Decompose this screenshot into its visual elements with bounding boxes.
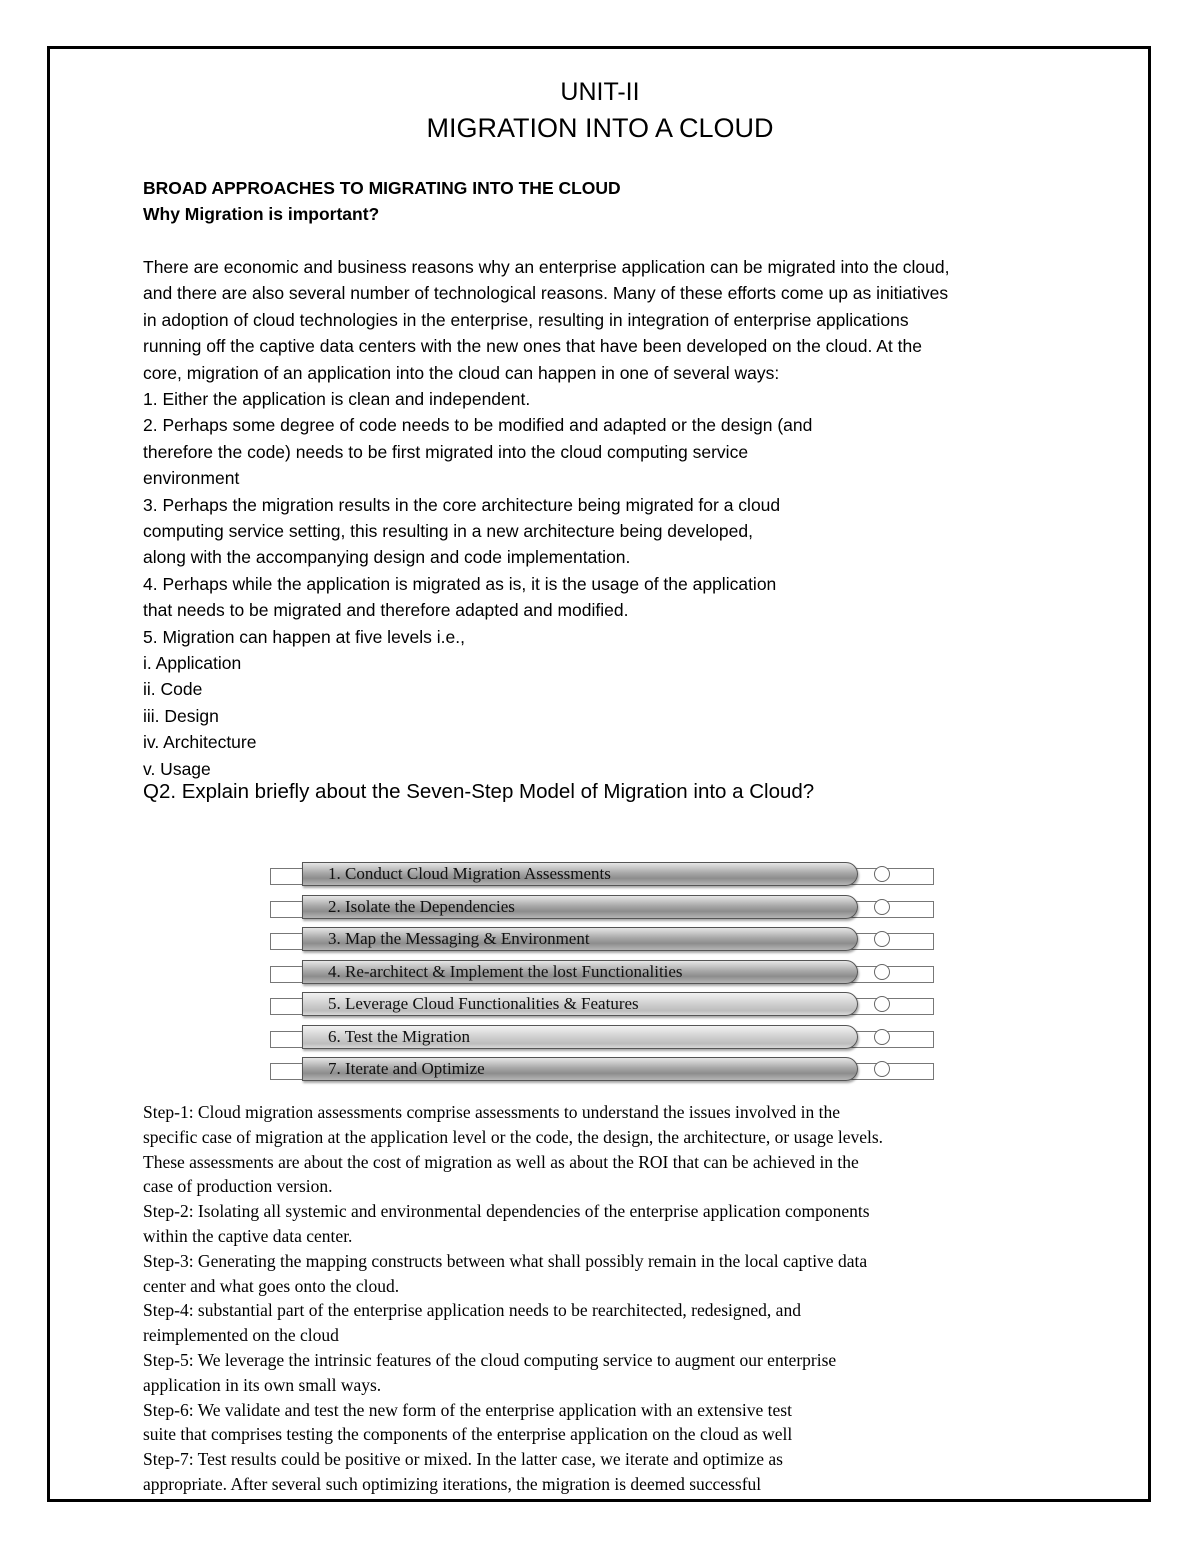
intro-line: 5. Migration can happen at five levels i.e.,: [143, 626, 465, 647]
intro-line: v. Usage: [143, 758, 211, 779]
diagram-step: [270, 895, 935, 919]
step-line: These assessments are about the cost of migration as well as about the ROI that can be achieved in the: [143, 1151, 859, 1172]
step-line: Step-4: substantial part of the enterprise application needs to be rearchitected, redesigned, and: [143, 1300, 801, 1321]
intro-line: running off the captive data centers with the new ones that have been developed on the cloud. At the: [143, 336, 922, 357]
step-line: specific case of migration at the application level or the code, the design, the architecture, or usage levels.: [143, 1126, 884, 1147]
step-line: Step-6: We validate and test the new form of the enterprise application with an extensive test: [143, 1399, 792, 1420]
intro-line: in adoption of cloud technologies in the enterprise, resulting in integration of enterprise applications: [143, 309, 909, 330]
intro-line: environment: [143, 468, 240, 489]
circle-cap-icon: [874, 899, 890, 915]
section-subheading: Why Migration is important?: [143, 204, 380, 224]
intro-line: 4. Perhaps while the application is migrated as is, it is the usage of the application: [143, 573, 777, 594]
step-line: application in its own small ways.: [143, 1374, 382, 1395]
diagram-step-label: 1. Conduct Cloud Migration Assessments: [328, 864, 611, 883]
step-line: within the captive data center.: [143, 1226, 353, 1246]
intro-line: 2. Perhaps some degree of code needs to be modified and adapted or the design (and: [143, 415, 813, 436]
intro-line: iv. Architecture: [143, 732, 257, 753]
diagram-step: [270, 1057, 935, 1081]
diagram-step-label: 6. Test the Migration: [328, 1026, 471, 1046]
diagram-step: [270, 992, 935, 1016]
step-line: Step-7: Test results could be positive or mixed. In the latter case, we iterate and optimize as: [143, 1449, 783, 1470]
diagram-step: [270, 862, 935, 886]
circle-cap-icon: [874, 1029, 890, 1045]
step-line: appropriate. After several such optimizing iterations, the migration is deemed successful: [143, 1474, 762, 1494]
diagram-step: [270, 1025, 935, 1049]
step-line: Step-5: We leverage the intrinsic features of the cloud computing service to augment our enterprise: [143, 1350, 837, 1370]
circle-cap-icon: [874, 866, 890, 882]
diagram-step-label: 3. Map the Messaging & Environment: [328, 929, 590, 948]
step-line: suite that comprises testing the components of the enterprise application on the cloud as well: [143, 1424, 793, 1445]
intro-line: that needs to be migrated and therefore adapted and modified.: [143, 600, 629, 621]
intro-line: along with the accompanying design and code implementation.: [143, 547, 631, 568]
diagram-step: [270, 927, 935, 951]
page-title: MIGRATION INTO A CLOUD: [426, 113, 774, 143]
intro-line: core, migration of an application into the cloud can happen in one of several ways:: [143, 362, 780, 383]
diagram-step-label: 2. Isolate the Dependencies: [328, 896, 515, 916]
diagram-step: [270, 960, 935, 984]
step-line: Step-3: Generating the mapping constructs between what shall possibly remain in the local captive data: [143, 1250, 868, 1271]
intro-line: and there are also several number of technological reasons. Many of these efforts come up as initiatives: [143, 283, 949, 304]
circle-cap-icon: [874, 931, 890, 947]
section-heading: BROAD APPROACHES TO MIGRATING INTO THE CLOUD: [143, 178, 621, 198]
step-line: Step-1: Cloud migration assessments comprise assessments to understand the issues involved in the: [143, 1102, 841, 1122]
intro-line: 1. Either the application is clean and independent.: [143, 389, 531, 409]
circle-cap-icon: [874, 1061, 890, 1077]
intro-line: There are economic and business reasons why an enterprise application can be migrated into the cloud,: [143, 257, 950, 277]
intro-line: iii. Design: [143, 705, 219, 726]
intro-line: 3. Perhaps the migration results in the core architecture being migrated for a cloud: [143, 494, 781, 515]
intro-line: ii. Code: [143, 679, 203, 700]
diagram-step-label: 7. Iterate and Optimize: [328, 1059, 485, 1078]
intro-line: i. Application: [143, 653, 242, 673]
step-line: Step-2: Isolating all systemic and environmental dependencies of the enterprise application components: [143, 1201, 870, 1222]
step-line: case of production version.: [143, 1176, 333, 1197]
unit-label: UNIT-II: [560, 78, 640, 106]
step-line: center and what goes onto the cloud.: [143, 1275, 400, 1296]
seven-step-diagram: [270, 862, 935, 1090]
diagram-step-label: 5. Leverage Cloud Functionalities & Features: [328, 994, 639, 1013]
diagram-step-label: 4. Re-architect & Implement the lost Functionalities: [328, 961, 683, 981]
intro-line: therefore the code) needs to be first migrated into the cloud computing service: [143, 441, 749, 462]
circle-cap-icon: [874, 996, 890, 1012]
circle-cap-icon: [874, 964, 890, 980]
step-line: reimplemented on the cloud: [143, 1325, 339, 1346]
question-heading: Q2. Explain briefly about the Seven-Step Model of Migration into a Cloud?: [143, 780, 815, 803]
intro-line: computing service setting, this resulting in a new architecture being developed,: [143, 521, 753, 541]
